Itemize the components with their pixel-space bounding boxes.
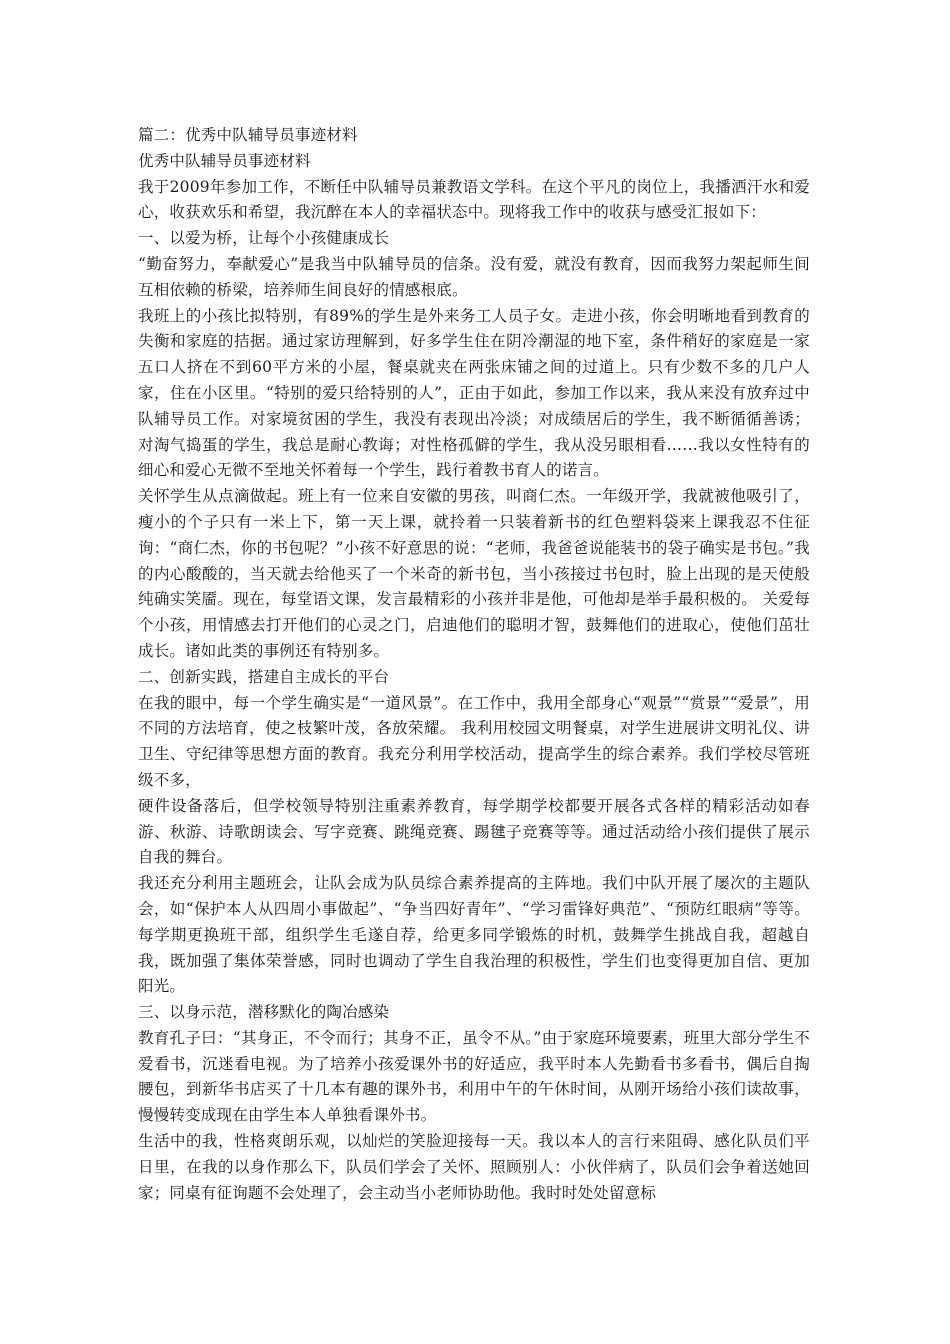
- paragraph-activities: 硬件设备落后，但学校领导特别注重素养教育，每学期学校都要开展各式各样的精彩活动如春游、秋游、诗歌朗读会、写字竞赛、跳绳竞赛、踢毽子竞赛等等。通过活动给小孩们提供了展示自我的舞台。: [138, 796, 810, 867]
- paragraph-class-background: 我班上的小孩比拟特别，有89%的学生是外来务工人员子女。走进小孩，你会明晰地看到教育的失衡和家庭的拮据。通过家访理解到，好多学生住在阴冷潮湿的地下室，条件稍好的家庭是一家五口人挤在不到60平方米的小屋，餐桌就夹在两张床铺之间的过道上。只有少数不多的几户人家，住在小区里。“特别的爱只给特别的人”，正由于如此，参加工作以来，我从来没有放弃过中队辅导员工作。对家境贫困的学生，我没有表现出冷淡；对成绩居后的学生，我不断循循善诱；对淘气捣蛋的学生，我总是耐心教诲；对性格孤僻的学生，我从没另眼相看……我以女性特有的细心和爱心无微不至地关怀着每一个学生，践行着教书育人的诺言。: [138, 306, 810, 480]
- intro-paragraph: 我于2009年参加工作，不断任中队辅导员兼教语文学科。在这个平凡的岗位上，我播洒汗水和爱心，收获欢乐和希望，我沉醉在本人的幸福状态中。现将我工作中的收获与感受汇报如下：: [138, 177, 810, 222]
- heading-one: 一、以爱为桥，让每个小孩健康成长: [138, 229, 390, 248]
- heading-three: 三、以身示范，潜移默化的陶冶感染: [138, 1003, 390, 1022]
- paragraph-class-meetings: 我还充分利用主题班会，让队会成为队员综合素养提高的主阵地。我们中队开展了屡次的主题队会，如“保护本人从四周小事做起”、“争当四好青年”、“学习雷锋好典范”、“预防红眼病”等等。每学期更换班干部，组织学生毛遂自荐，给更多同学锻炼的时机，鼓舞学生挑战自我，超越自我，既加强了集体荣誉感，同时也调动了学生自我治理的积极性，学生们也变得更加自信、更加阳光。: [138, 874, 810, 996]
- paragraph-daily-life: 生活中的我，性格爽朗乐观，以灿烂的笑脸迎接每一天。我以本人的言行来阻碍、感化队员们平日里，在我的以身作那么下，队员们学会了关怀、照顾别人：小伙伴病了，队员们会争着送她回家；同桌有征询题不会处理了，会主动当小老师协助他。我时时处处留意标: [138, 1132, 810, 1202]
- document-title: 优秀中队辅导员事迹材料: [138, 151, 311, 170]
- document-body: [138, 123, 810, 1206]
- heading-two: 二、创新实践，搭建自主成长的平台: [138, 667, 390, 686]
- section-title: 篇二：优秀中队辅导员事迹材料: [138, 126, 358, 144]
- paragraph-motto: “勤奋努力，奉献爱心”是我当中队辅导员的信条。没有爱，就没有教育，因而我努力架起师生间互相依赖的桥梁，培养师生间良好的情感根底。: [138, 254, 810, 299]
- paragraph-caring-student: 关怀学生从点滴做起。班上有一位来自安徽的男孩，叫商仁杰。一年级开学，我就被他吸引了，瘦小的个子只有一米上下，第一天上课，就拎着一只装着新书的红色塑料袋来上课我忍不住征询：“商仁杰，你的书包呢？”小孩不好意思的说：“老师，我爸爸说能装书的袋子确实是书包。”我的内心酸酸的，当天就去给他买了一个米奇的新书包，当小孩接过书包时，脸上出现的是天使般纯确实笑靥。现在，每堂语文课，发言最精彩的小孩并非是他，可他却是举手最积极的。 关爱每个小孩，用情感去打开他们的心灵之门，启迪他们的聪明才智，鼓舞他们的进取心，使他们茁壮成长。诸如此类的事例还有特别多。: [138, 487, 810, 660]
- paragraph-scenery: 在我的眼中，每一个学生确实是“一道风景”。在工作中，我用全部身心“观景”“赏景”“爱景”，用不同的方法培育，使之枝繁叶茂，各放荣耀。 我利用校园文明餐桌，对学生进展讲文明礼仪、讲卫生、守纪律等思想方面的教育。我充分利用学校活动，提高学生的综合素养。我们学校尽管班级不多，: [138, 693, 810, 789]
- paragraph-reading: 教育孔子曰：“其身正，不令而行；其身不正，虽令不从。”由于家庭环境要素，班里大部分学生不爱看书，沉迷看电视。为了培养小孩爱课外书的好适应，我平时本人先勤看书多看书，偶后自掏腰包，到新华书店买了十几本有趣的课外书，利用中午的午休时间，从刚开场给小孩们读故事，慢慢转变成现在由学生本人单独看课外书。: [138, 1028, 810, 1125]
